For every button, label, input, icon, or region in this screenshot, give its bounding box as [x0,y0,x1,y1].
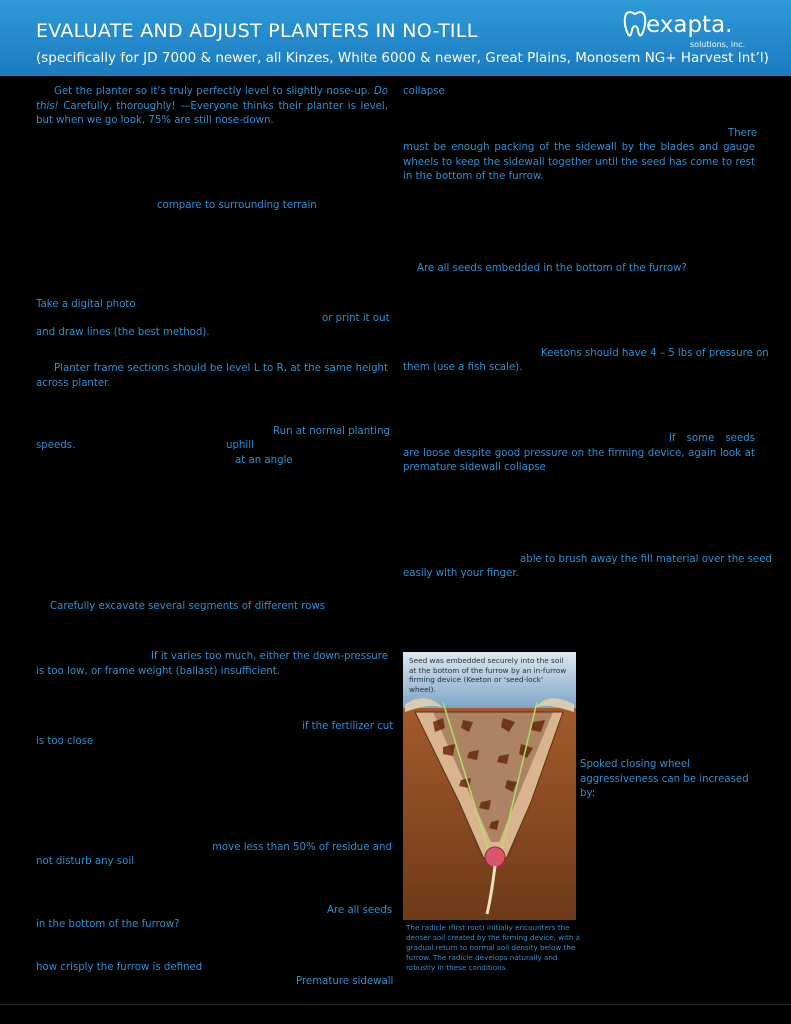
logo-wordmark: exapta. [646,12,733,38]
excavate-text: Carefully excavate several segments of different rows [50,601,326,612]
disturb-soil-text: not disturb any soil [36,856,135,867]
keeton-pressure-text: Keetons should have 4 – 5 lbs of pressure on [541,348,769,359]
logo-subtitle: solutions, inc. [690,40,746,49]
level-instruction: Get the planter so it’s truly perfectly level to slightly nose-up. Do this! Carefully, thoroughly! —Everyone thinks their planter is level, but when we go look, 75% are still nose-down. [36,86,388,126]
exapta-logo [620,8,770,52]
seeds-question-text: Are all seeds [327,905,393,916]
sidewall-packing-text: must be enough packing of the sidewall by the blades and gauge wheels to keep the sidewall together until the seed has come to rest in the bottom of the furrow. [403,142,755,182]
finger-text: easily with your finger. [403,568,519,579]
residue-text: move less than 50% of residue and [212,842,392,853]
there-text: There [728,128,758,139]
premature-sidewall-text: Premature sidewall [296,976,394,987]
downpressure-text: If it varies too much, either the down-pressure is too low, or frame weight (ballast) insufficient. [36,651,388,677]
compare-terrain-text: compare to surrounding terrain [157,200,317,211]
speeds-text: speeds. [36,440,76,451]
run-speed-text: Run at normal planting [273,426,390,437]
collapse-text: collapse [403,86,445,97]
brush-away-text: able to brush away the fill material over the seed [520,554,772,565]
header-banner [0,0,791,76]
too-close-text: is too close [36,736,94,747]
fish-scale-text: them (use a fish scale). [403,362,523,373]
seeds-bottom-text: in the bottom of the furrow? [36,919,180,930]
tooth-icon [622,10,648,40]
frame-level-text: Planter frame sections should be level L to R, at the same height across planter. [36,363,388,389]
page-subtitle: (specifically for JD 7000 & newer, all Kinzes, White 6000 & newer, Great Plains, Monosem NG+ Harvest Int’l) [36,50,769,66]
figure-caption-bottom: The radicle (first root) initially encounters the denser soil created by the firming device, with a gradual return to normal soil density below the furrow. The radicle develops naturally and robustly in these conditions. [406,923,581,972]
draw-lines-text: and draw lines (the best method). [36,327,210,338]
page-title: EVALUATE AND ADJUST PLANTERS IN NO-TILL [36,20,478,42]
uphill-text: uphill [226,440,254,451]
loose-seeds-text: If some seeds are loose despite good pressure on the firming device, again look at premature sidewall collapse [403,433,755,473]
embedded-question-text: Are all seeds embedded in the bottom of the furrow? [417,263,687,274]
angle-text: at an angle [235,455,293,466]
crisp-furrow-text: how crisply the furrow is defined [36,962,203,973]
digital-photo-text: Take a digital photo [36,299,136,310]
footer-divider [0,1004,791,1005]
spoked-wheel-note: Spoked closing wheel aggressiveness can be increased by: [580,759,749,799]
print-text: or print it out [322,313,390,324]
furrow-illustration [403,652,576,920]
fertilizer-text: if the fertilizer cut [302,721,394,732]
figure-caption-top: Seed was embedded securely into the soil at the bottom of the furrow by an in-furrow firming device (Keeton or ‘seed-lock’ wheel). [409,656,567,694]
